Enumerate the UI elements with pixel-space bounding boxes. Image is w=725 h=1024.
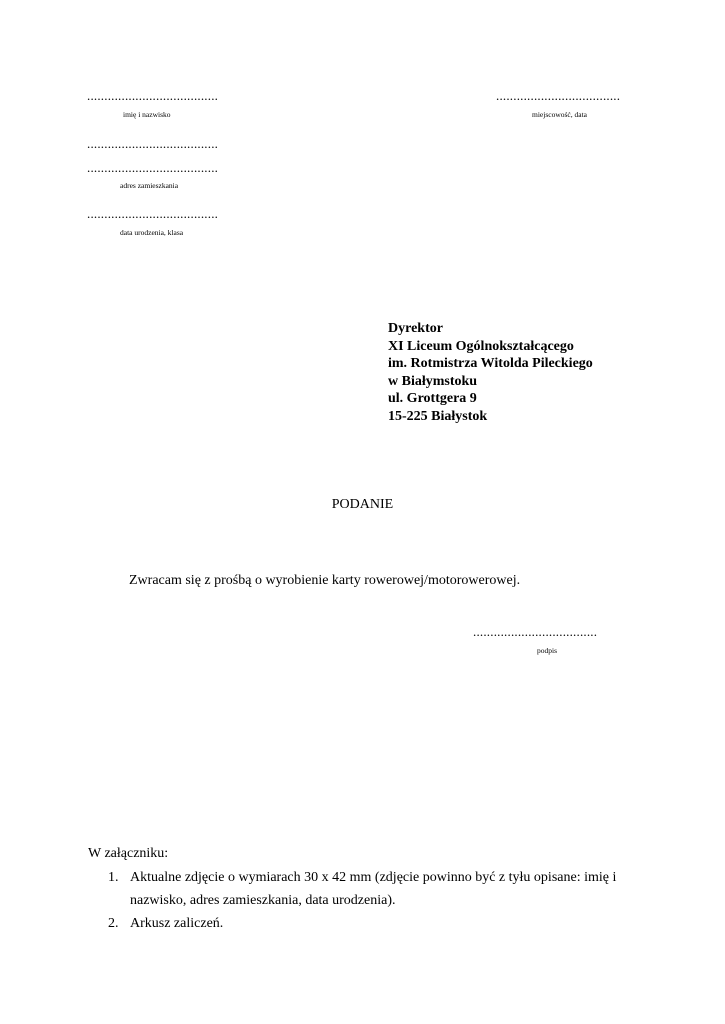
list-item-text-continued: nazwisko, adres zamieszkania, data urodzenia). [130,893,396,908]
address-field-label: adres zamieszkania [120,181,179,190]
request-text: Zwracam się z prośbą o wyrobienie karty rowerowej/motorowerowej. [129,573,521,588]
list-item [88,912,648,935]
birth-class-field-line[interactable]: ...................................... [87,206,219,221]
name-field-label: imię i nazwisko [123,110,171,119]
birth-class-field-label: data urodzenia, klasa [120,228,184,237]
list-item-number: 2. [108,916,119,931]
addressee-line: im. Rotmistrza Witolda Pileckiego [388,356,593,371]
attachments-heading: W załączniku: [88,846,169,861]
addressee-line: Dyrektor [388,321,443,336]
address-field-line-2[interactable]: ...................................... [87,160,219,175]
place-date-field-label: miejscowość, data [532,110,587,119]
addressee-block [388,320,593,425]
list-item-text: Arkusz zaliczeń. [130,916,224,931]
list-item-number: 1. [108,870,119,885]
document-title: PODANIE [331,497,394,512]
signature-field-line[interactable]: .................................... [473,624,598,639]
addressee-line: XI Liceum Ogólnokształcącego [388,338,574,354]
list-item [88,866,648,912]
attachments-list [88,866,648,935]
address-field-line-1[interactable]: ...................................... [87,136,219,151]
addressee-line: w Białymstoku [388,373,478,389]
addressee-line: 15-225 Białystok [388,408,488,424]
place-date-field-line[interactable]: .................................... [496,88,621,103]
signature-field-label: podpis [537,646,558,655]
list-item-text: Aktualne zdjęcie o wymiarach 30 x 42 mm (zdjęcie powinno być z tyłu opisane: imię i [130,870,617,885]
name-field-line[interactable]: ...................................... [87,88,219,103]
addressee-line: ul. Grottgera 9 [388,391,477,406]
